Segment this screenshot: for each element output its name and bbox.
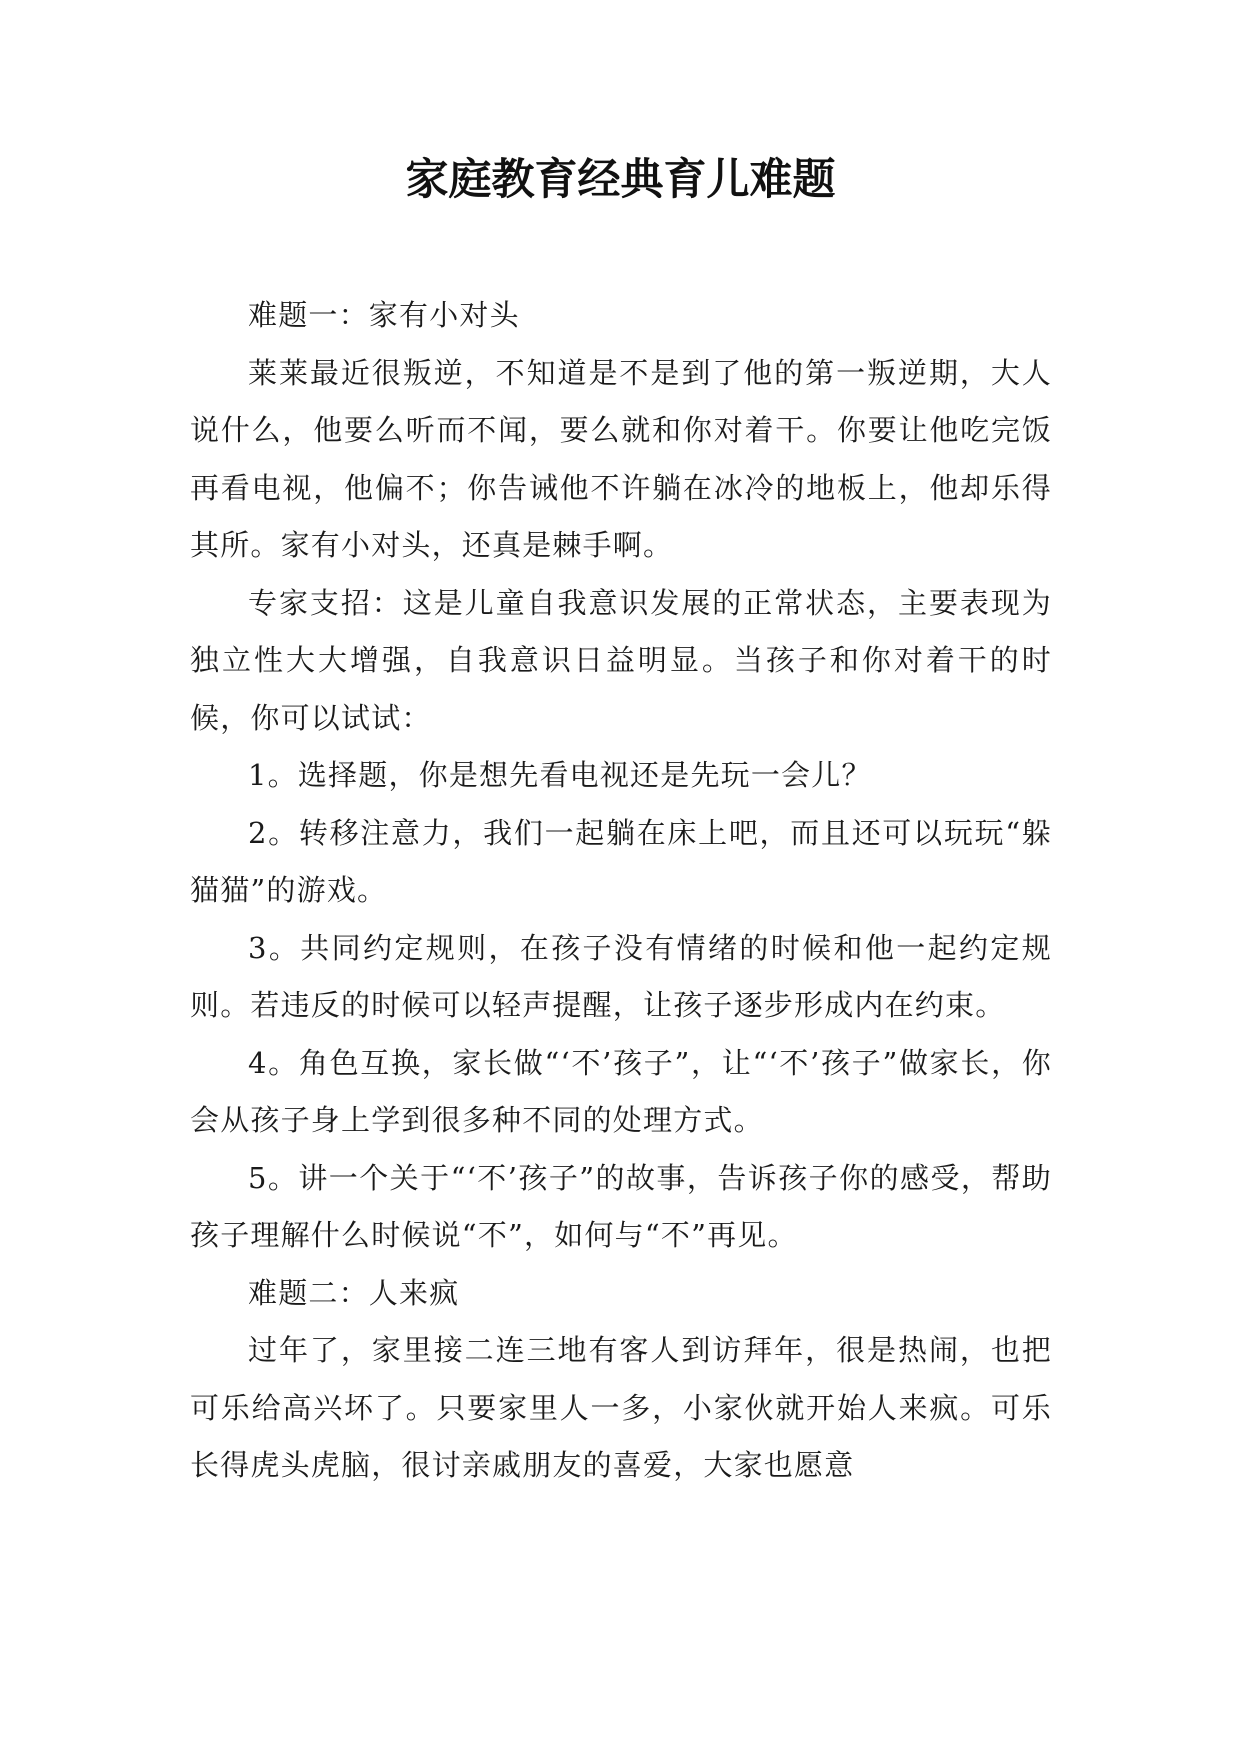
section-heading-2: 难题二：人来疯 [248,1275,460,1310]
section-heading-1: 难题一：家有小对头 [248,298,520,332]
document-title: 家庭教育经典育儿难题 [405,155,836,205]
paragraph: 过年了，家里接二连三地有客人到访拜年，很是热闹，也把可乐给高兴坏了。只要家里人一多，小家伙就开始人来疯。可乐长得虎头虎脑，很讨亲戚朋友的喜爱，大家也愿意 [190,1333,1052,1482]
list-item-1: 1。选择题，你是想先看电视还是先玩一会儿？ [248,758,872,792]
list-item-3: 3。共同约定规则，在孩子没有情绪的时候和他一起约定规则。若违反的时候可以轻声提醒，让孩子逐步形成内在约束。 [190,930,1052,1022]
document-body [190,287,1052,1495]
paragraph: 莱莱最近很叛逆，不知道是不是到了他的第一叛逆期，大人说什么，他要么听而不闻，要么就和你对着干。你要让他吃完饭再看电视，他偏不；你告诫他不许躺在冰冷的地板上，他却乐得其所。家有小对头，还真是棘手啊。 [190,355,1052,562]
paragraph: 专家支招：这是儿童自我意识发展的正常状态，主要表现为独立性大大增强，自我意识日益明显。当孩子和你对着干的时候，你可以试试： [190,585,1052,735]
list-item-2: 2。转移注意力，我们一起躺在床上吧，而且还可以玩玩“躲猫猫”的游戏。 [190,815,1052,907]
list-item-4: 4。角色互换，家长做“‘不’孩子”，让“‘不’孩子”做家长，你会从孩子身上学到很多种不同的处理方式。 [190,1045,1052,1137]
list-item-5: 5。讲一个关于“‘不’孩子”的故事，告诉孩子你的感受，帮助孩子理解什么时候说“不”，如何与“不”再见。 [190,1160,1052,1252]
